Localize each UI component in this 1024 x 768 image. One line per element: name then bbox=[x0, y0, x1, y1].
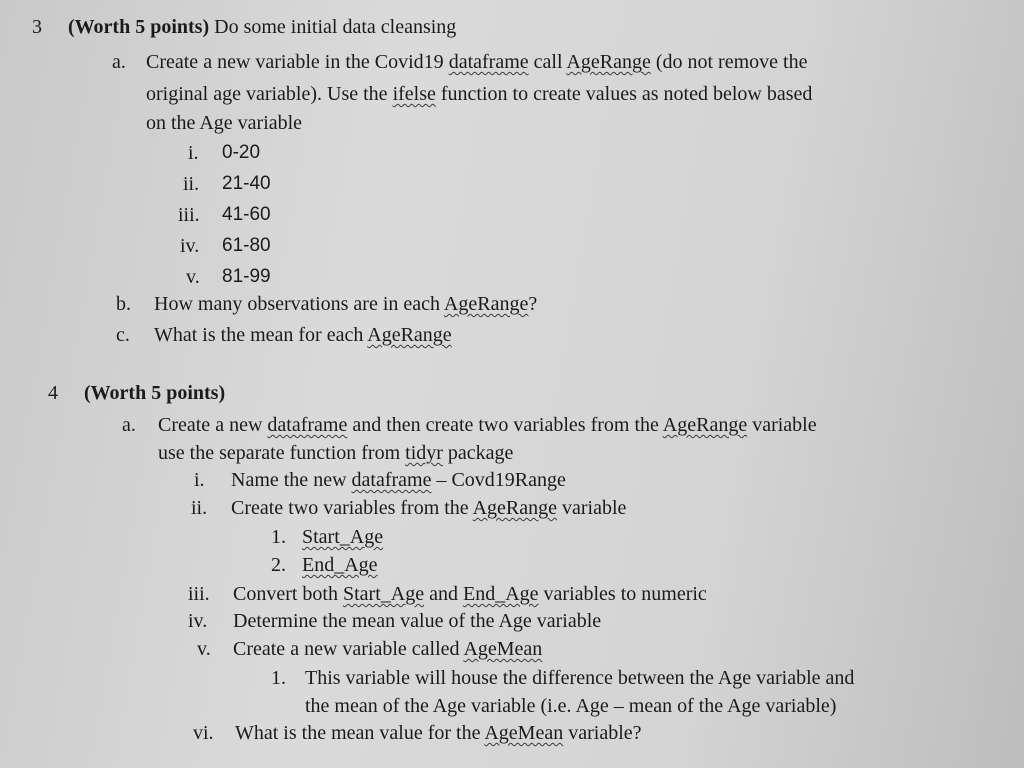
q4iii-line bbox=[233, 582, 707, 606]
q3b-term-agerange: AgeRange bbox=[443, 293, 529, 315]
q4iii-marker: iii. bbox=[188, 583, 210, 605]
q3b-text: ? bbox=[528, 293, 538, 315]
q3c-line bbox=[154, 323, 452, 347]
q3-title bbox=[68, 15, 456, 39]
q3c-marker: c. bbox=[116, 324, 130, 346]
range-marker: ii. bbox=[183, 173, 200, 195]
q4vi-marker: vi. bbox=[193, 722, 214, 744]
q3a-marker: a. bbox=[112, 51, 126, 73]
q4a-term-tidyr: tidyr bbox=[405, 442, 443, 464]
q3b-text: How many observations are in each bbox=[154, 293, 444, 315]
range-marker: v. bbox=[186, 266, 200, 288]
term-start-age: Start_Age bbox=[302, 526, 384, 548]
q4iii-text: variables to numeric bbox=[538, 583, 707, 605]
q4a-text: package bbox=[442, 442, 514, 464]
q3a-line2 bbox=[146, 82, 812, 106]
q4ii-sub-marker: 2. bbox=[271, 554, 286, 576]
q4ii-line bbox=[231, 496, 626, 520]
q4i-text: – Covd19Range bbox=[431, 469, 566, 491]
q4iv-marker: iv. bbox=[188, 610, 208, 632]
q3b-line bbox=[154, 292, 537, 316]
q3b-marker: b. bbox=[116, 293, 131, 315]
q4ii-sub-item bbox=[302, 553, 378, 577]
term-end-age: End_Age bbox=[302, 554, 378, 576]
q4i-term-dataframe: dataframe bbox=[351, 469, 432, 491]
q4vi-line bbox=[235, 721, 642, 745]
q3c-term-agerange: AgeRange bbox=[367, 324, 452, 346]
q4a-marker: a. bbox=[122, 414, 136, 436]
range-value: 81-99 bbox=[222, 266, 271, 287]
q4a-text: use the separate function from bbox=[158, 442, 406, 464]
q4i-marker: i. bbox=[194, 469, 205, 491]
q4a-line1 bbox=[158, 413, 817, 437]
q4ii-sub-item bbox=[302, 525, 383, 549]
q4vi-text: variable? bbox=[563, 722, 642, 744]
q4vi-text: What is the mean value for the bbox=[235, 722, 485, 744]
range-value: 21-40 bbox=[222, 173, 271, 194]
q3a-text: (do not remove the bbox=[650, 51, 808, 73]
q4ii-term-agerange: AgeRange bbox=[472, 497, 558, 519]
q4v-sub-line2: the mean of the Age variable (i.e. Age – mean of the Age variable) bbox=[305, 695, 837, 717]
q4a-term-dataframe: dataframe bbox=[267, 414, 348, 436]
q4v-line bbox=[233, 637, 542, 661]
q4-number: 4 bbox=[48, 382, 58, 404]
q4iii-term-start-age: Start_Age bbox=[343, 583, 425, 605]
q4v-sub-marker: 1. bbox=[271, 667, 286, 689]
q3-worth: (Worth 5 points) bbox=[68, 16, 210, 38]
q4ii-text: variable bbox=[557, 497, 627, 519]
q4v-sub-line1: This variable will house the difference between the Age variable and bbox=[305, 667, 855, 689]
range-value: 0-20 bbox=[222, 142, 261, 163]
q4ii-marker: ii. bbox=[191, 497, 208, 519]
q3a-text: original age variable). Use the bbox=[146, 83, 393, 105]
q4v-term-agemean: AgeMean bbox=[463, 638, 543, 660]
q4vi-term-agemean: AgeMean bbox=[484, 722, 564, 744]
q4-worth: (Worth 5 points) bbox=[84, 382, 226, 404]
q4iii-text: Convert both bbox=[233, 583, 343, 605]
range-marker: i. bbox=[188, 142, 199, 164]
q4i-text: Name the new bbox=[231, 469, 352, 491]
q4a-term-agerange: AgeRange bbox=[662, 414, 748, 436]
q3-number: 3 bbox=[32, 16, 42, 38]
range-value: 61-80 bbox=[222, 235, 271, 256]
q4v-text: Create a new variable called bbox=[233, 638, 464, 660]
q3a-term-agerange: AgeRange bbox=[566, 51, 651, 73]
q3a-text: function to create values as noted below based bbox=[435, 83, 813, 105]
q4iii-term-end-age: End_Age bbox=[462, 583, 539, 605]
q4a-text: variable bbox=[747, 414, 817, 436]
q3a-text: Create a new variable in the Covid19 bbox=[146, 51, 449, 73]
q3a-term-dataframe: dataframe bbox=[448, 51, 529, 73]
q3a-text: call bbox=[528, 51, 567, 73]
q3c-text: What is the mean for each bbox=[154, 324, 368, 346]
q3a-line3: on the Age variable bbox=[146, 112, 303, 134]
q4v-marker: v. bbox=[197, 638, 211, 660]
q4a-text: and then create two variables from the bbox=[347, 414, 663, 436]
q4a-text: Create a new bbox=[158, 414, 268, 436]
q3a-line1 bbox=[146, 50, 807, 74]
q3a-term-ifelse: ifelse bbox=[392, 83, 436, 105]
q4a-line2 bbox=[158, 441, 513, 465]
q4ii-sub-marker: 1. bbox=[271, 526, 286, 548]
range-marker: iv. bbox=[180, 235, 200, 257]
range-value: 41-60 bbox=[222, 204, 271, 225]
q4i-line bbox=[231, 468, 566, 492]
q3-title-text: Do some initial data cleansing bbox=[209, 16, 457, 38]
q4iv-line: Determine the mean value of the Age variable bbox=[233, 610, 602, 632]
q4iii-text: and bbox=[424, 583, 463, 605]
q4ii-text: Create two variables from the bbox=[231, 497, 473, 519]
range-marker: iii. bbox=[178, 204, 200, 226]
